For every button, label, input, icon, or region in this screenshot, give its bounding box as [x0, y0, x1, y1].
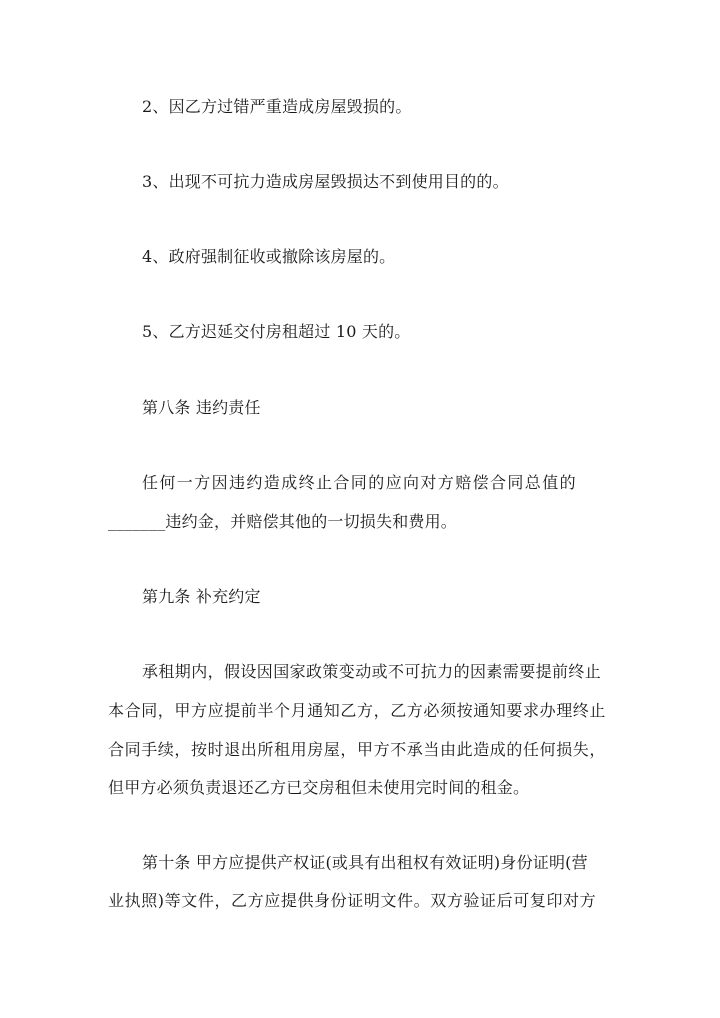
article-8-text-line-2: _______违约金，并赔偿其他的一切损失和费用。	[108, 512, 458, 531]
clause-item-3: 3、出现不可抗力造成房屋毁损达不到使用目的的。	[142, 172, 509, 191]
article-9-text-line-1: 承租期内，假设因国家政策变动或不可抗力的因素需要提前终止	[142, 662, 602, 681]
article-10-text-line-2: 业执照)等文件，乙方应提供身份证明文件。双方验证后可复印对方	[108, 891, 597, 910]
article-9-heading: 第九条 补充约定	[142, 587, 261, 606]
clause-item-5: 5、乙方迟延交付房租超过 10 天的。	[142, 322, 411, 341]
article-9-text-line-2: 本合同，甲方应提前半个月通知乙方，乙方必须按通知要求办理终止	[108, 701, 607, 720]
article-8-heading: 第八条 违约责任	[142, 398, 261, 417]
article-9-text-line-4: 但甲方必须负责退还乙方已交房租但未使用完时间的租金。	[108, 778, 530, 797]
clause-item-4: 4、政府强制征收或撤除该房屋的。	[142, 247, 396, 266]
article-10-text-line-1: 第十条 甲方应提供产权证(或具有出租权有效证明)身份证明(营	[142, 853, 588, 872]
article-9-text-line-3: 合同手续，按时退出所租用房屋，甲方不承当由此造成的任何损失，	[108, 740, 607, 759]
article-8-text-line-1: 任何一方因违约造成终止合同的应向对方赔偿合同总值的	[142, 473, 578, 492]
clause-item-2: 2、因乙方过错严重造成房屋毁损的。	[142, 97, 412, 116]
